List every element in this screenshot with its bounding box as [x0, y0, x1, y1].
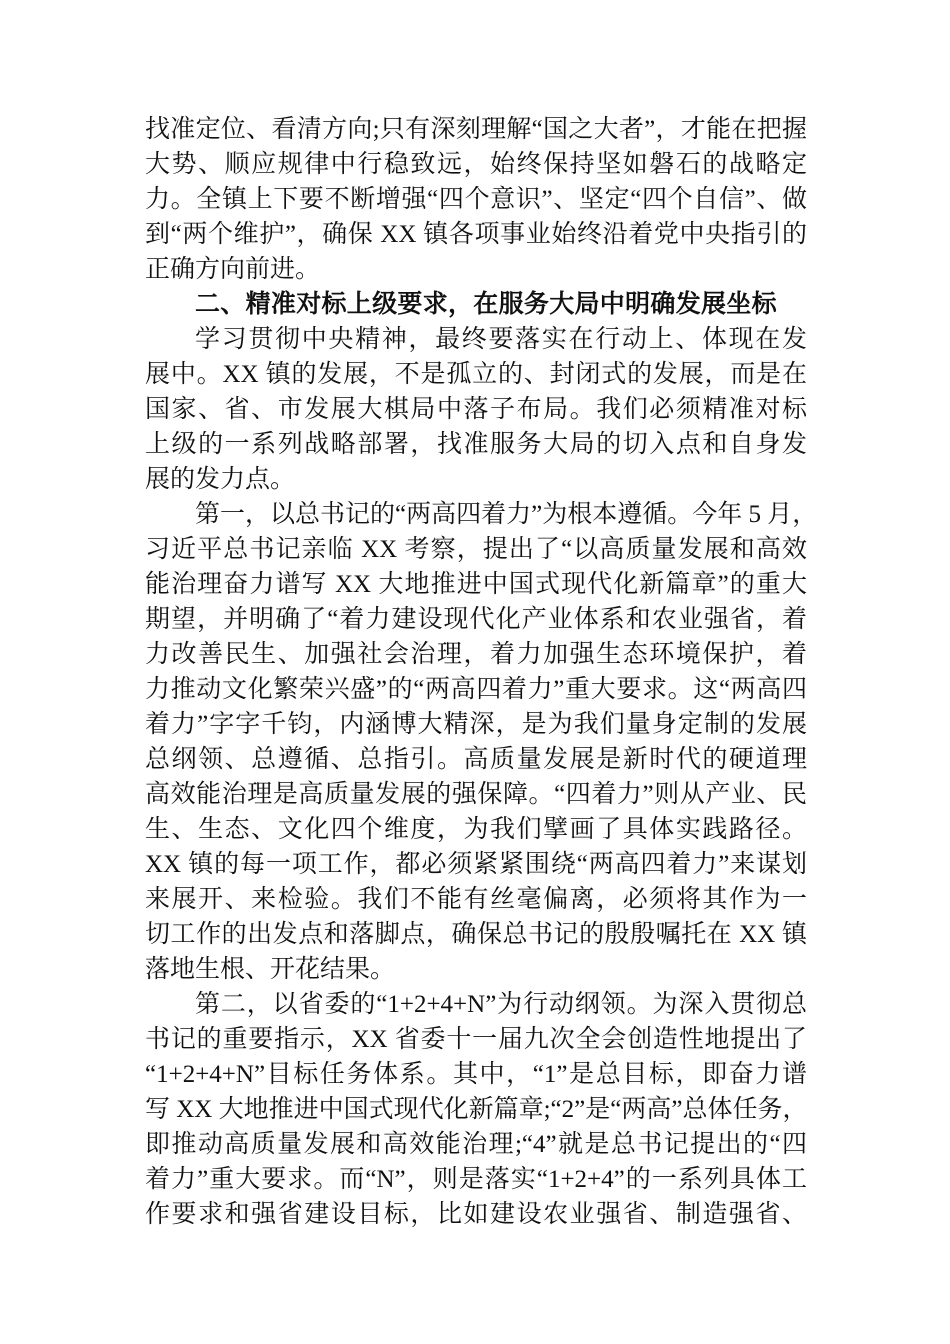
text-line: 第二，以省委的“1+2+4+N”为行动纲领。为深入贯彻总 — [195, 991, 807, 1018]
text-line: 习近平总书记亲临 XX 考察，提出了“以高质量发展和高效 — [145, 536, 807, 563]
document-body — [145, 112, 818, 1232]
text-line: 展中。XX 镇的发展，不是孤立的、封闭式的发展，而是在 — [145, 361, 807, 388]
text-line: 到“两个维护”，确保 XX 镇各项事业始终沿着党中央指引的 — [145, 221, 807, 248]
text-line: 第一，以总书记的“两高四着力”为根本遵循。今年 5 月， — [195, 501, 818, 528]
text-line: 能治理奋力谱写 XX 大地推进中国式现代化新篇章”的重大 — [145, 571, 807, 598]
text-line: 落地生根、开花结果。 — [145, 956, 396, 983]
text-line: 期望，并明确了“着力建设现代化产业体系和农业强省，着 — [145, 606, 807, 633]
text-line: 切工作的出发点和落脚点，确保总书记的殷殷嘱托在 XX 镇 — [145, 921, 807, 948]
text-line: 写 XX 大地推进中国式现代化新篇章;“2”是“两高”总体任务， — [145, 1096, 808, 1123]
text-line: 总纲领、总遵循、总指引。高质量发展是新时代的硬道理 — [145, 746, 807, 773]
text-line: 找准定位、看清方向;只有深刻理解“国之大者”，才能在把握 — [145, 116, 807, 143]
text-line: 即推动高质量发展和高效能治理;“4”就是总书记提出的“四 — [145, 1131, 807, 1158]
text-line: 力推动文化繁荣兴盛”的“两高四着力”重大要求。这“两高四 — [145, 676, 807, 703]
text-line: 大势、顺应规律中行稳致远，始终保持坚如磐石的战略定 — [145, 151, 807, 178]
text-line: “1+2+4+N”目标任务体系。其中，“1”是总目标，即奋力谱 — [145, 1061, 807, 1088]
text-line: 作要求和强省建设目标，比如建设农业强省、制造强省、 — [145, 1201, 807, 1228]
text-line: 展的发力点。 — [145, 466, 296, 493]
text-line: 学习贯彻中央精神，最终要落实在行动上、体现在发 — [195, 326, 807, 353]
text-line: 力。全镇上下要不断增强“四个意识”、坚定“四个自信”、做 — [145, 186, 807, 213]
text-line: 着力”字字千钧，内涵博大精深，是为我们量身定制的发展 — [145, 711, 807, 738]
text-line: 着力”重大要求。而“N”，则是落实“1+2+4”的一系列具体工 — [145, 1166, 807, 1193]
text-line: 力改善民生、加强社会治理，着力加强生态环境保护，着 — [145, 641, 807, 668]
section-heading: 二、精准对标上级要求，在服务大局中明确发展坐标 — [195, 291, 777, 318]
text-line: 生、生态、文化四个维度，为我们擘画了具体实践路径。 — [145, 816, 807, 843]
text-line: 书记的重要指示，XX 省委十一届九次全会创造性地提出了 — [145, 1026, 807, 1053]
text-line: 来展开、来检验。我们不能有丝毫偏离，必须将其作为一 — [145, 886, 807, 913]
text-line: 正确方向前进。 — [145, 256, 321, 283]
text-line: 国家、省、市发展大棋局中落子布局。我们必须精准对标 — [145, 396, 807, 423]
text-line: XX 镇的每一项工作，都必须紧紧围绕“两高四着力”来谋划 — [145, 851, 807, 878]
text-line: 上级的一系列战略部署，找准服务大局的切入点和自身发 — [145, 431, 807, 458]
text-line: 高效能治理是高质量发展的强保障。“四着力”则从产业、民 — [145, 781, 807, 808]
